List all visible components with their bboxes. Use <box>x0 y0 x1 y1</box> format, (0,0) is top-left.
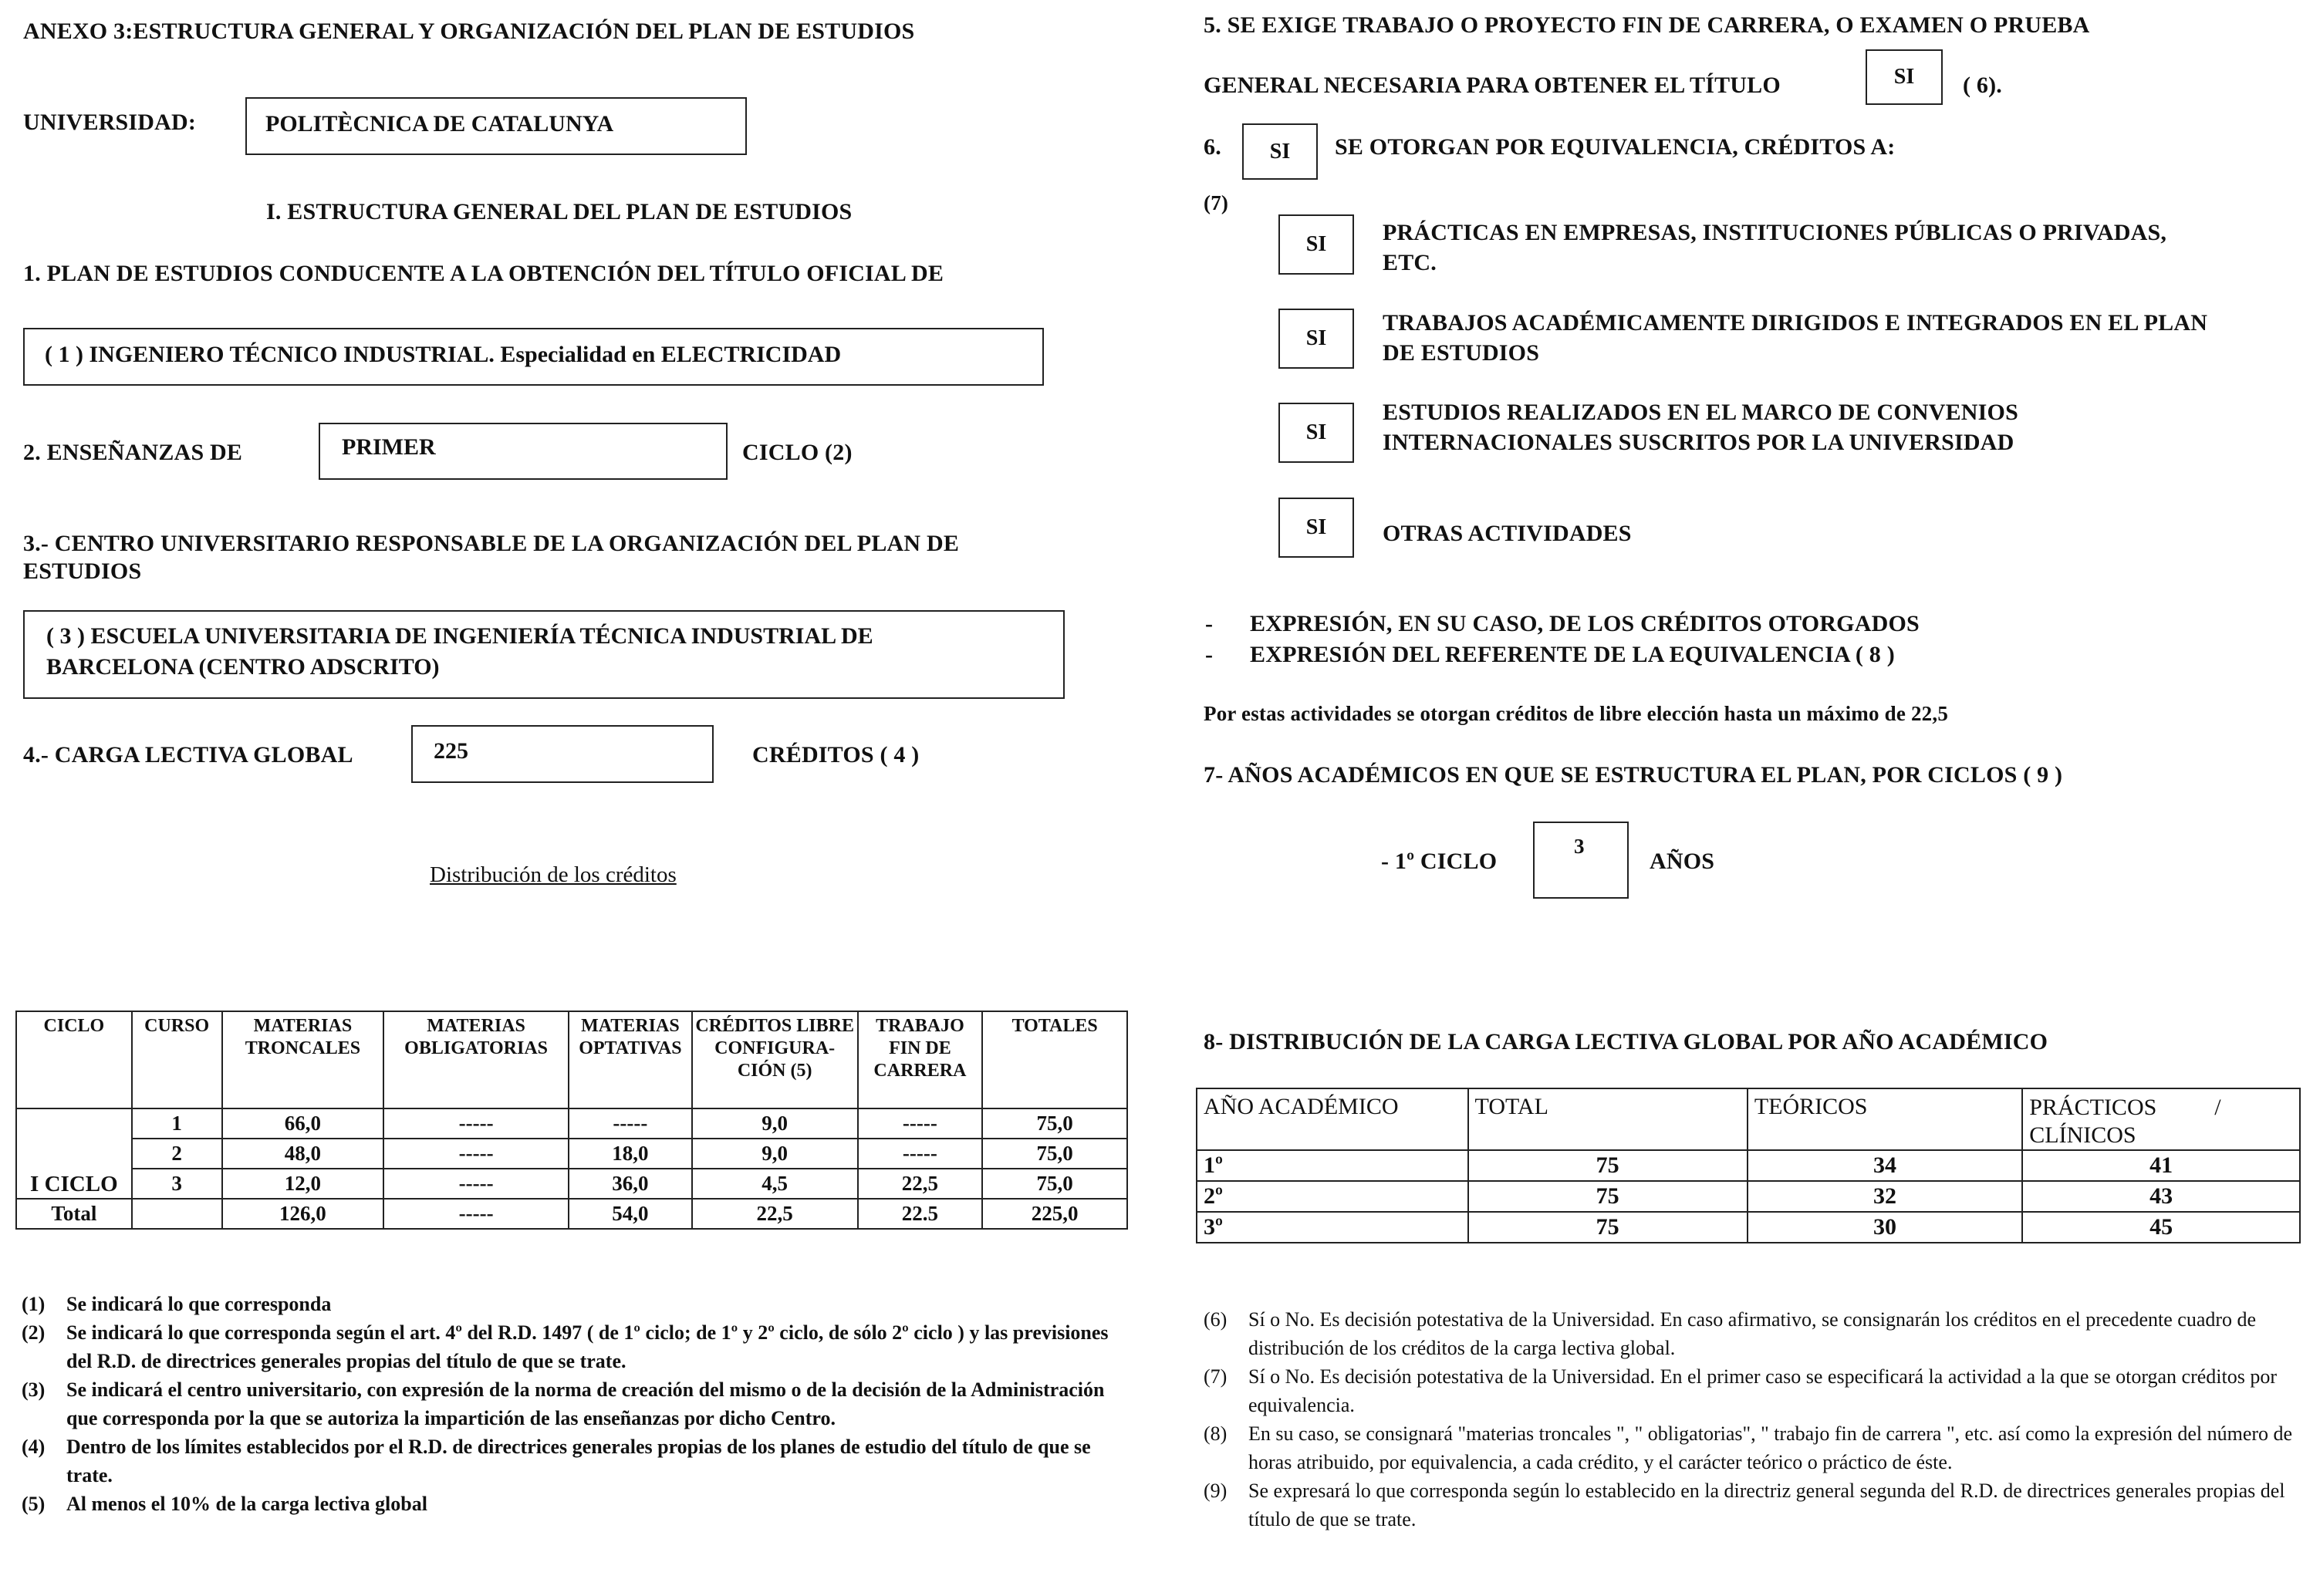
activity-label: INTERNACIONALES SUSCRITOS POR LA UNIVERSIDAD <box>1383 430 2014 455</box>
table-cell: 22,5 <box>858 1169 983 1199</box>
table-cell: 75,0 <box>982 1139 1127 1169</box>
note-item <box>22 1375 1116 1432</box>
ciclo-cell: I CICLO <box>16 1108 132 1199</box>
note-text: Sí o No. Es decisión potestativa de la Universidad. En caso afirmativo, se consignarán los créditos en el precedente cuadro de distribución de los créditos de la carga lectiva global. <box>1248 1308 2257 1359</box>
note-number: (1) <box>22 1293 46 1315</box>
table-cell: 75 <box>1468 1181 1748 1212</box>
activity-label: TRABAJOS ACADÉMICAMENTE DIRIGIDOS E INTEGRADOS EN EL PLAN <box>1383 310 2208 336</box>
bullet-dash: - <box>1205 642 1214 667</box>
section-title: I. ESTRUCTURA GENERAL DEL PLAN DE ESTUDIOS <box>266 199 853 224</box>
table-cell: 9,0 <box>692 1108 858 1139</box>
note-number: (2) <box>22 1321 46 1344</box>
table-cell <box>132 1199 222 1229</box>
item6-si-box: SI <box>1242 123 1318 180</box>
activity-label: OTRAS ACTIVIDADES <box>1383 521 1632 546</box>
note-text: En su caso, se consignará "materias troncales ", " obligatorias", " trabajo fin de carrera ", etc. así como la expresión del número de horas atribuido, por equivalencia, a cada crédito, y el carácter teórico o práctico de éste. <box>1248 1422 2293 1473</box>
header-practicos <box>2022 1088 2300 1150</box>
activity-label: DE ESTUDIOS <box>1383 340 1540 366</box>
note-text: Dentro de los límites establecidos por el R.D. de directrices generales propias de los planes de estudio del título de que se trate. <box>66 1436 1091 1486</box>
table-cell: 4,5 <box>692 1169 858 1199</box>
activity-si-box: SI <box>1278 403 1354 463</box>
header-ciclo: CICLO <box>16 1011 132 1108</box>
table-cell: 22.5 <box>858 1199 983 1229</box>
item4-value: 225 <box>434 738 468 764</box>
header-curso: CURSO <box>132 1011 222 1108</box>
table-cell: 1º <box>1197 1150 1468 1181</box>
table-cell: 36,0 <box>569 1169 692 1199</box>
table-cell: 225,0 <box>982 1199 1127 1229</box>
credits-header-row <box>16 1011 1127 1108</box>
table-cell: 75,0 <box>982 1169 1127 1199</box>
activity-si-box: SI <box>1278 498 1354 558</box>
table-cell: ----- <box>383 1199 569 1229</box>
table-cell: ----- <box>569 1108 692 1139</box>
item2-value: PRIMER <box>342 434 436 460</box>
item7-label: 7- AÑOS ACADÉMICOS EN QUE SE ESTRUCTURA EL PLAN, POR CICLOS ( 9 ) <box>1204 762 2063 788</box>
right-notes <box>1204 1305 2299 1534</box>
table-cell: ----- <box>383 1139 569 1169</box>
header-teoricos: TEÓRICOS <box>1748 1088 2022 1150</box>
table-row <box>16 1108 1127 1139</box>
table-cell: Total <box>16 1199 132 1229</box>
table-cell: 75 <box>1468 1150 1748 1181</box>
note-item <box>1204 1419 2299 1476</box>
bullet1-text: EXPRESIÓN, EN SU CASO, DE LOS CRÉDITOS OTORGADOS <box>1250 611 1920 636</box>
bullet-dash: - <box>1205 611 1214 636</box>
table-row <box>1197 1212 2300 1243</box>
item1-value: ( 1 ) INGENIERO TÉCNICO INDUSTRIAL. Especialidad en ELECTRICIDAD <box>45 342 842 367</box>
item5-line2: GENERAL NECESARIA PARA OBTENER EL TÍTULO <box>1204 73 1781 98</box>
activity-label: PRÁCTICAS EN EMPRESAS, INSTITUCIONES PÚBLICAS O PRIVADAS, <box>1383 220 2167 245</box>
note-item <box>22 1290 1116 1318</box>
table-cell: ----- <box>383 1108 569 1139</box>
item2-suffix: CICLO (2) <box>742 440 853 465</box>
item7-box <box>1533 822 1629 899</box>
bullet2-text: EXPRESIÓN DEL REFERENTE DE LA EQUIVALENCIA ( 8 ) <box>1250 642 1895 667</box>
note-number: (8) <box>1204 1422 1228 1445</box>
header-practicos-line1: PRÁCTICOS / <box>2029 1095 2221 1120</box>
table-cell: 54,0 <box>569 1199 692 1229</box>
table-cell: 2º <box>1197 1181 1468 1212</box>
table-cell: 1 <box>132 1108 222 1139</box>
table-cell: 41 <box>2022 1150 2300 1181</box>
year-header-row <box>1197 1088 2300 1150</box>
item6-note: (7) <box>1204 191 1229 214</box>
table-cell: ----- <box>383 1169 569 1199</box>
table-cell: 32 <box>1748 1181 2022 1212</box>
item3-value-1: ( 3 ) ESCUELA UNIVERSITARIA DE INGENIERÍA TÉCNICA INDUSTRIAL DE <box>46 623 873 649</box>
item3-value-2: BARCELONA (CENTRO ADSCRITO) <box>46 654 440 680</box>
table-cell: 48,0 <box>222 1139 384 1169</box>
note-number: (4) <box>22 1436 46 1458</box>
note-item <box>22 1490 1116 1518</box>
note-text: Se indicará lo que corresponda <box>66 1293 332 1315</box>
table-cell: 34 <box>1748 1150 2022 1181</box>
note-text: Se indicará el centro universitario, con expresión de la norma de creación del mismo o de la decisión de la Administración que corresponda por la que se autoriza la impartición de las enseñanzas por dicho Centro. <box>66 1378 1105 1429</box>
table-cell: 45 <box>2022 1212 2300 1243</box>
item7-suffix: AÑOS <box>1650 849 1715 874</box>
year-table <box>1196 1088 2301 1243</box>
item7-value: 3 <box>1574 835 1585 858</box>
table-cell: 75,0 <box>982 1108 1127 1139</box>
item5-si-box: SI <box>1866 49 1943 105</box>
activity-label: ESTUDIOS REALIZADOS EN EL MARCO DE CONVENIOS <box>1383 400 2018 425</box>
note-number: (9) <box>1204 1480 1228 1502</box>
table-row <box>1197 1150 2300 1181</box>
activity-si-box: SI <box>1278 309 1354 369</box>
note-item <box>1204 1362 2299 1419</box>
header-troncales: MATERIAS TRONCALES <box>222 1011 384 1108</box>
item8-label: 8- DISTRIBUCIÓN DE LA CARGA LECTIVA GLOBAL POR AÑO ACADÉMICO <box>1204 1029 2048 1054</box>
item4-suffix: CRÉDITOS ( 4 ) <box>752 742 920 768</box>
item2-label: 2. ENSEÑANZAS DE <box>23 440 243 465</box>
table-cell: 43 <box>2022 1181 2300 1212</box>
header-libre-config: CRÉDITOS LIBRE CONFIGURA- CIÓN (5) <box>692 1011 858 1108</box>
note-item <box>22 1432 1116 1490</box>
header-obligatorias: MATERIAS OBLIGATORIAS <box>383 1011 569 1108</box>
table-cell: 18,0 <box>569 1139 692 1169</box>
note-text: Sí o No. Es decisión potestativa de la Universidad. En el primer caso se especificará la actividad a la que se otorgan créditos por equivalencia. <box>1248 1365 2278 1416</box>
table-cell: 3 <box>132 1169 222 1199</box>
item7-cycle: - 1º CICLO <box>1381 849 1498 874</box>
table-total-row <box>16 1199 1127 1229</box>
credits-table <box>15 1011 1128 1230</box>
free-credits-text: Por estas actividades se otorgan créditos de libre elección hasta un máximo de 22,5 <box>1204 702 1949 725</box>
universidad-label: UNIVERSIDAD: <box>23 110 197 135</box>
activity-label: ETC. <box>1383 250 1437 275</box>
note-text: Al menos el 10% de la carga lectiva global <box>66 1493 427 1515</box>
note-number: (6) <box>1204 1308 1228 1331</box>
header-ano: AÑO ACADÉMICO <box>1197 1088 1468 1150</box>
distribution-title: Distribución de los créditos <box>430 862 677 887</box>
header-totales: TOTALES <box>982 1011 1127 1108</box>
table-cell: 3º <box>1197 1212 1468 1243</box>
table-cell: 30 <box>1748 1212 2022 1243</box>
table-row <box>1197 1181 2300 1212</box>
item5-line1: 5. SE EXIGE TRABAJO O PROYECTO FIN DE CARRERA, O EXAMEN O PRUEBA <box>1204 12 2090 38</box>
note-item <box>1204 1476 2299 1534</box>
header-trabajo-fin: TRABAJO FIN DE CARRERA <box>858 1011 983 1108</box>
table-cell: 66,0 <box>222 1108 384 1139</box>
note-text: Se indicará lo que corresponda según el art. 4º del R.D. 1497 ( de 1º ciclo; de 1º y 2º ciclo, de sólo 2º ciclo ) y las previsiones del R.D. de directrices generales propias del título de que se trate. <box>66 1321 1109 1372</box>
note-number: (7) <box>1204 1365 1228 1388</box>
table-cell: ----- <box>858 1139 983 1169</box>
item6-num: 6. <box>1204 134 1221 160</box>
item4-label: 4.- CARGA LECTIVA GLOBAL <box>23 742 353 768</box>
activity-si-box: SI <box>1278 214 1354 275</box>
note-number: (5) <box>22 1493 46 1515</box>
universidad-value: POLITÈCNICA DE CATALUNYA <box>265 111 614 137</box>
table-row <box>16 1139 1127 1169</box>
table-cell: 12,0 <box>222 1169 384 1199</box>
note-number: (3) <box>22 1378 46 1401</box>
left-notes <box>22 1290 1116 1518</box>
table-cell: 9,0 <box>692 1139 858 1169</box>
note-item <box>1204 1305 2299 1362</box>
header-practicos-line2: CLÍNICOS <box>2029 1122 2136 1148</box>
table-cell: ----- <box>858 1108 983 1139</box>
item1-label: 1. PLAN DE ESTUDIOS CONDUCENTE A LA OBTENCIÓN DEL TÍTULO OFICIAL DE <box>23 261 944 286</box>
note-item <box>22 1318 1116 1375</box>
header-optativas: MATERIAS OPTATIVAS <box>569 1011 692 1108</box>
table-cell: 75 <box>1468 1212 1748 1243</box>
item3-label-2: ESTUDIOS <box>23 558 142 584</box>
annex-title: ANEXO 3:ESTRUCTURA GENERAL Y ORGANIZACIÓN DEL PLAN DE ESTUDIOS <box>23 19 915 44</box>
table-cell: 2 <box>132 1139 222 1169</box>
header-total: TOTAL <box>1468 1088 1748 1150</box>
item5-suffix: ( 6). <box>1963 73 2002 98</box>
table-cell: 22,5 <box>692 1199 858 1229</box>
table-cell: 126,0 <box>222 1199 384 1229</box>
table-row <box>16 1169 1127 1199</box>
item3-label-1: 3.- CENTRO UNIVERSITARIO RESPONSABLE DE LA ORGANIZACIÓN DEL PLAN DE <box>23 531 960 556</box>
note-text: Se expresará lo que corresponda según lo establecido en la directriz general segunda del R.D. de directrices generales propias del título de que se trate. <box>1248 1480 2285 1530</box>
item6-label: SE OTORGAN POR EQUIVALENCIA, CRÉDITOS A: <box>1335 134 1896 160</box>
